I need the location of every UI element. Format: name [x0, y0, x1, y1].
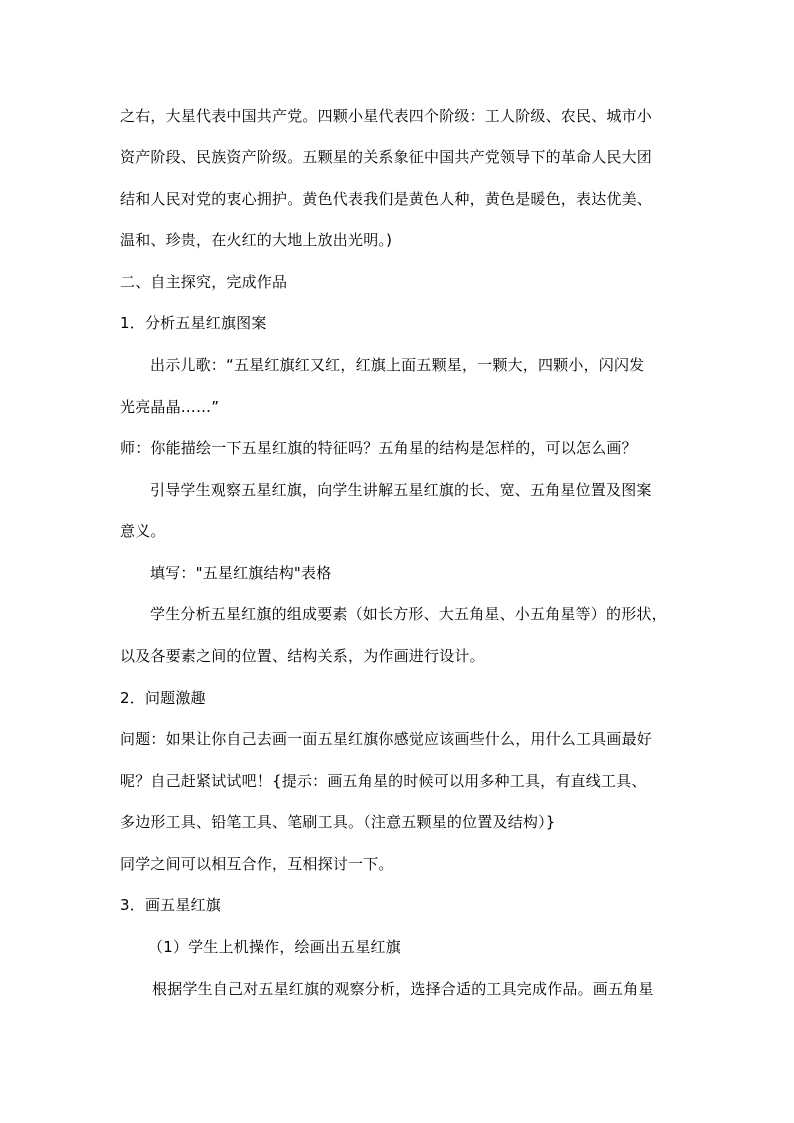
paragraph-line: 根据学生自己对五星红旗的观察分析，选择合适的工具完成作品。画五角星 — [152, 980, 654, 998]
paragraph-line: 以及各要素之间的位置、结构关系，为作画进行设计。 — [120, 647, 485, 665]
paragraph-line: 之右，大星代表中国共产党。四颗小星代表四个阶级：工人阶级、农民、城市小 — [120, 107, 653, 125]
subsection-heading: 1．分析五星红旗图案 — [120, 314, 267, 332]
paragraph-line: 同学之间可以相互合作，互相探讨一下。 — [120, 855, 394, 873]
paragraph-line: 填写："五星红旗结构"表格 — [150, 564, 332, 582]
paragraph-line: 呢？自己赶紧试试吧！{提示：画五角星的时候可以用多种工具，有直线工具、 — [120, 772, 647, 790]
paragraph-line: （1）学生上机操作，绘画出五星红旗 — [148, 938, 401, 956]
paragraph-line: 师：你能描绘一下五星红旗的特征吗？五角星的结构是怎样的，可以怎么画？ — [120, 439, 637, 457]
paragraph-line: 问题：如果让你自己去画一面五星红旗你感觉应该画些什么，用什么工具画最好 — [120, 730, 653, 748]
paragraph-line: 意义。 — [120, 522, 166, 540]
paragraph-line: 资产阶段、民族资产阶级。五颗星的关系象征中国共产党领导下的革命人民大团 — [120, 148, 653, 166]
paragraph-line: 光亮晶晶……” — [120, 398, 220, 416]
paragraph-line: 引导学生观察五星红旗，向学生讲解五星红旗的长、宽、五角星位置及图案 — [150, 481, 652, 499]
subsection-heading: 3．画五星红旗 — [120, 896, 221, 914]
paragraph-line: 温和、珍贵，在火红的大地上放出光明。) — [120, 231, 393, 249]
paragraph-line: 学生分析五星红旗的组成要素（如长方形、大五角星、小五角星等）的形状， — [150, 605, 667, 623]
section-heading: 二、自主探究，完成作品 — [120, 273, 288, 291]
paragraph-line: 结和人民对党的衷心拥护。黄色代表我们是黄色人种，黄色是暖色，表达优美、 — [120, 190, 653, 208]
subsection-heading: 2．问题激趣 — [120, 689, 206, 707]
paragraph-line: 出示儿歌：“五星红旗红又红，红旗上面五颗星，一颗大，四颗小，闪闪发 — [150, 356, 645, 374]
paragraph-line: 多边形工具、铅笔工具、笔刷工具。（注意五颗星的位置及结构）} — [120, 813, 556, 831]
